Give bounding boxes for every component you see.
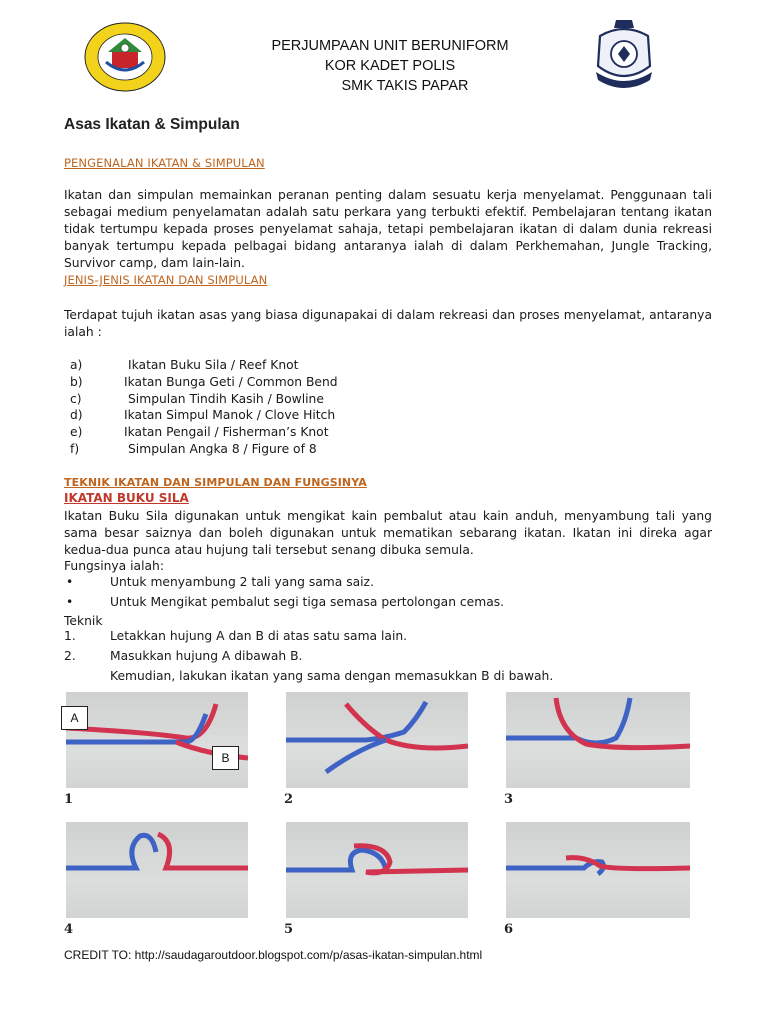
list-text: Simpulan Angka 8 / Figure of 8	[128, 441, 317, 456]
list-text: Ikatan Bunga Geti / Common Bend	[124, 374, 338, 389]
step-text: Masukkan hujung A dibawah B.	[110, 649, 303, 663]
header-title	[250, 36, 530, 96]
list-text: Ikatan Simpul Manok / Clove Hitch	[124, 408, 336, 423]
police-crest-logo	[590, 16, 658, 92]
school-crest-logo	[84, 22, 166, 92]
list-item	[70, 374, 338, 391]
step-number-5: 5	[284, 922, 294, 937]
step-number-3: 3	[504, 792, 514, 807]
step-number-6: 6	[504, 922, 514, 937]
intro-heading: PENGENALAN IKATAN & SIMPULAN	[64, 156, 265, 170]
list-item	[70, 407, 338, 424]
list-key: c)	[70, 391, 82, 406]
header-line-3: SMK TAKIS PAPAR	[341, 78, 469, 94]
list-item	[70, 441, 338, 458]
list-item	[70, 391, 338, 408]
technique-label: Teknik	[64, 614, 103, 628]
knot-step-photo-5	[286, 822, 468, 918]
knot-step-photo-1	[66, 692, 248, 788]
list-key: e)	[70, 425, 83, 440]
list-text: Ikatan Pengail / Fisherman’s Knot	[124, 425, 329, 440]
credit-line: CREDIT TO: http://saudagaroutdoor.blogspot.com/p/asas-ikatan-simpulan.html	[64, 948, 483, 962]
step-number-1: 1	[64, 792, 74, 807]
label-a: A	[61, 706, 88, 730]
list-key: f)	[70, 441, 80, 456]
step-number-4: 4	[64, 922, 74, 937]
knot-step-photo-4	[66, 822, 248, 918]
reef-knot-paragraph: Ikatan Buku Sila digunakan untuk mengikat kain pembalut atau kain anduh, menyambung tali yang sama besar saiznya dan boleh digunakan untuk mematikan sebarang ikatan. Ikatan ini direka agar kedua-dua punca atau hujung tali tersebut senang dibuka semula.	[64, 509, 712, 557]
step-text: Kemudian, lakukan ikatan yang sama dengan memasukkan B di bawah.	[110, 669, 554, 683]
step-item	[64, 669, 553, 689]
knot-step-photo-6	[506, 822, 690, 918]
types-paragraph: Terdapat tujuh ikatan asas yang biasa digunapakai di dalam rekreasi dan proses menyelamat, antaranya ialah :	[64, 308, 712, 339]
step-number-2: 2	[284, 792, 294, 807]
step-item	[64, 649, 553, 669]
knot-step-photo-3	[506, 692, 690, 788]
list-key: d)	[70, 408, 83, 423]
reef-knot-heading: IKATAN BUKU SILA	[64, 491, 189, 505]
list-key: a)	[70, 358, 83, 372]
document-title: Asas Ikatan & Simpulan	[64, 116, 240, 133]
function-label: Fungsinya ialah:	[64, 559, 164, 573]
list-text: Untuk menyambung 2 tali yang sama saiz.	[110, 575, 374, 589]
list-item	[70, 424, 338, 441]
step-key: 1.	[64, 629, 76, 643]
types-heading: JENIS-JENIS IKATAN DAN SIMPULAN	[64, 273, 268, 287]
header-line-1: PERJUMPAAN UNIT BERUNIFORM	[271, 38, 509, 54]
list-item	[64, 595, 504, 615]
list-text: Ikatan Buku Sila / Reef Knot	[128, 358, 299, 372]
technique-steps	[64, 629, 553, 689]
bullet-icon: •	[66, 594, 74, 609]
list-key: b)	[70, 374, 83, 389]
bullet-icon: •	[66, 575, 74, 589]
list-item	[64, 575, 504, 595]
label-b: B	[212, 746, 239, 770]
list-item	[70, 357, 338, 374]
step-text: Letakkan hujung A dan B di atas satu sama lain.	[110, 629, 408, 643]
knot-types-list	[70, 357, 338, 458]
header-line-2: KOR KADET POLIS	[324, 58, 456, 74]
step-item	[64, 629, 553, 649]
list-text: Simpulan Tindih Kasih / Bowline	[128, 391, 324, 406]
intro-paragraph: Ikatan dan simpulan memainkan peranan penting dalam sesuatu kerja menyelamat. Penggunaan tali sebagai medium penyelamatan adalah satu perkara yang terbukti efektif. Pembelajaran tentang ikatan tidak tertumpu kepada proses penyelamat sahaja, tetapi pembelajaran ikatan di dalam dunia rekreasi banyak tertumpu kepada pelbagai bidang antaranya ialah di dalam Perkhemahan, Jungle Tracking, Survivor camp, dam lain-lain.	[64, 188, 712, 270]
step-key	[64, 669, 110, 689]
function-list	[64, 575, 504, 614]
knot-step-photo-2	[286, 692, 468, 788]
step-key: 2.	[64, 649, 76, 663]
list-text: Untuk Mengikat pembalut segi tiga semasa pertolongan cemas.	[110, 594, 505, 609]
technique-heading: TEKNIK IKATAN DAN SIMPULAN DAN FUNGSINYA	[64, 476, 367, 489]
